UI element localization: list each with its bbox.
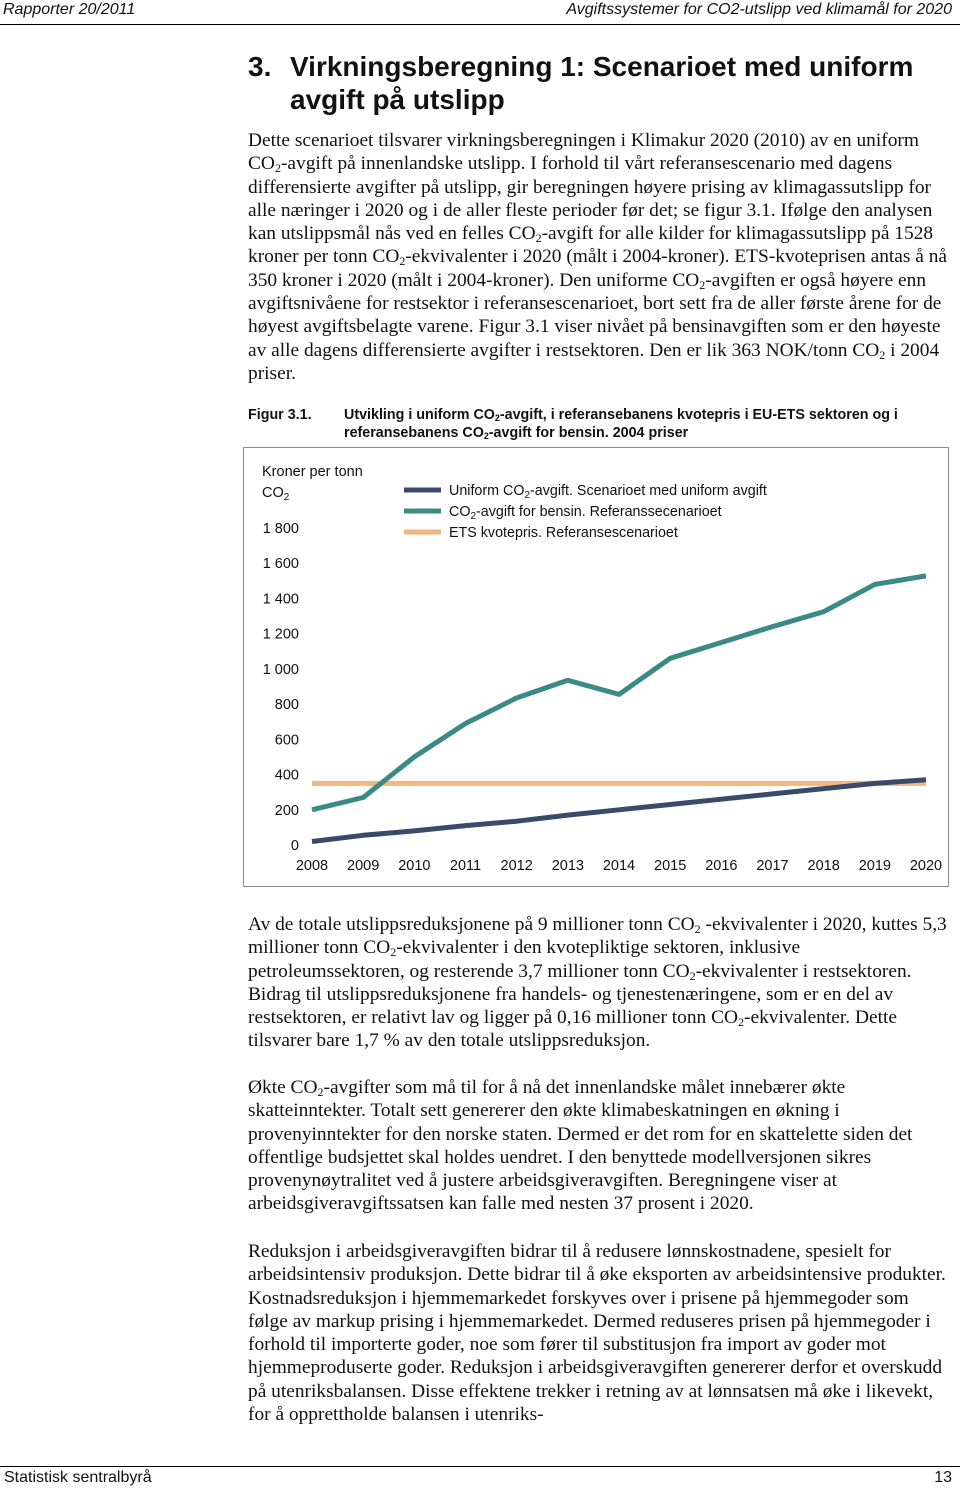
section-number: 3. xyxy=(248,51,272,82)
x-tick-label: 2009 xyxy=(347,858,380,874)
x-tick-label: 2015 xyxy=(654,858,687,874)
figure-caption-text: Utvikling i uniform $CO_2$-avgift, i referansebanens kvotepris i EU-ETS sektoren og i referansebanens $CO_2$-avgift for bensin. 2004 priser xyxy=(344,407,898,442)
running-title: Avgiftssystemer for CO2-utslipp ved klimamål for 2020 xyxy=(566,1,952,18)
y-tick-label: 1 800 xyxy=(262,521,299,537)
y-tick-label: 600 xyxy=(274,732,299,749)
y-axis-title-line1: Kroner per tonn xyxy=(262,464,363,480)
y-tick-label: 1 000 xyxy=(262,661,299,678)
x-tick-label: 2011 xyxy=(449,858,482,874)
uniform-co2-tax-line xyxy=(312,780,926,842)
y-axis-title-line2: $CO_2$ xyxy=(262,485,290,503)
page-number: 13 xyxy=(934,1469,952,1486)
y-tick-label: 1 600 xyxy=(262,556,299,573)
x-tick-label: 2016 xyxy=(705,858,738,874)
paragraph-reductions: Av de totale utslippsreduksjonene på 9 millioner tonn $CO_2$ -ekvivalenter i 2020, kuttes 5,3 millioner tonn $CO_2$-ekvivalenter i den kvotepliktige sektoren, inklusive petroleumssektoren, og resterende 3,7 millioner tonn $CO_2$-ekvivalenter i restsektoren. Bidrag til utslippsreduksjonene fra handels- og tjenestenæringene, som er en del av restsektoren, er relativt lav og ligger på 0,16 millioner tonn $CO_2$-ekvivalenter. Dette tilsvarer bare 1,7 % av den totale utslippsreduksjon. xyxy=(248,914,947,1052)
x-tick-label: 2008 xyxy=(295,858,329,874)
y-tick-label: 1 200 xyxy=(262,626,299,643)
x-tick-label: 2014 xyxy=(602,858,636,874)
paragraph-labor-tax: Reduksjon i arbeidsgiveravgiften bidrar til å redusere lønnskostnadene, spesielt for arbeidsintensiv produksjon. Dette bidrar til å øke eksporten av arbeidsintensive produkter. Kostnadsreduksjon i hjemmemarkedet forskyves over i prisene på hjemmegoder som følge av markup prising i hjemmemarkedet. Dermed reduseres prisen på hjemmegoder i forhold til importerte goder, noe som fører til substitusjon fra import av goder mot hjemmeproduserte goder. Reduksjon i arbeidsgiveravgiften genererer derfor et overskudd på utenriksbalansen. Disse effektene trekker i retning av at lønnsatsen må øke i likevekt, for å opprettholde balansen i utenriks- xyxy=(248,1241,946,1426)
x-tick-label: 2010 xyxy=(398,858,431,874)
x-tick-label: 2020 xyxy=(909,858,943,874)
figure-label: Figur 3.1. xyxy=(248,407,312,423)
y-tick-label: 1 400 xyxy=(262,591,299,608)
y-tick-label: 400 xyxy=(274,767,299,784)
x-tick-label: 2019 xyxy=(858,858,891,874)
report-number: Rapporter 20/2011 xyxy=(3,1,136,18)
intro-text: Dette scenarioet tilsvarer virkningsberegningen i Klimakur 2020 (2010) av en uniform $CO_2$-avgift på innenlandske utslipp. I forhold til vårt referansescenario med dagens differensierte avgifter på utslipp, gir beregningen høyere prising av klimagassutslipp for alle næringer i 2020 og i de aller fleste perioder før det; se figur 3.1. Ifølge den analysen kan utslippsmål nås ved en felles $CO_2$-avgift for alle kilder for klimagassutslipp på 1528 kroner per tonn $CO_2$-ekvivalenter i 2020 (målt i 2004-kroner). ETS-kvoteprisen antas å nå 350 kroner i 2020 (målt i 2004-kroner). Den uniforme $CO_2$-avgiften er også høyere enn avgiftsnivåene for restsektor i referansescenarioet, bort sett fra de aller første årene for de høyest avgiftsbelagte varene. Figur 3.1 viser nivået på bensinavgiften som er den høyeste av alle dagens differensierte avgifter i restsektoren. Den er lik 363 NOK/tonn $CO_2$ i 2004 priser. xyxy=(248,130,948,384)
y-tick-label: 0 xyxy=(290,838,299,854)
y-tick-label: 200 xyxy=(274,802,299,819)
footer-rule xyxy=(0,1466,960,1467)
x-tick-label: 2018 xyxy=(807,858,840,874)
paragraph-tax-revenue: Økte $CO_2$-avgifter som må til for å nå det innenlandske målet innebærer økte skatteinntekter. Totalt sett genererer den økte klimabeskatningen en økning i provenyinntekter for den norske staten. Dermed er det rom for en skattelette siden det offentlige budsjettet skal holdes uendret. I den benyttede modellversjonen sikres provenynøytralitet ved å justere arbeidsgiveravgiften. Beregningene viser at arbeidsgiveravgiftssatsen kan falle med nesten 37 prosent i 2020. xyxy=(248,1077,913,1215)
x-tick-label: 2017 xyxy=(756,858,789,874)
x-tick-label: 2013 xyxy=(551,858,584,874)
section-title: Virkningsberegning 1: Scenarioet med uniform avgift på utslipp xyxy=(290,51,914,115)
legend-item-uniform-label: Uniform $CO_2$-avgift. Scenarioet med uniform avgift xyxy=(449,483,767,501)
petrol-co2-tax-line xyxy=(312,576,926,810)
publisher: Statistisk sentralbyrå xyxy=(4,1469,152,1486)
x-tick-label: 2012 xyxy=(500,858,533,874)
legend-item-petrol-label: $CO_2$-avgift for bensin. Referanssecenarioet xyxy=(449,504,722,522)
legend-item-ets-label: ETS kvotepris. Referansescenarioet xyxy=(449,525,678,541)
y-tick-label: 800 xyxy=(274,697,299,714)
